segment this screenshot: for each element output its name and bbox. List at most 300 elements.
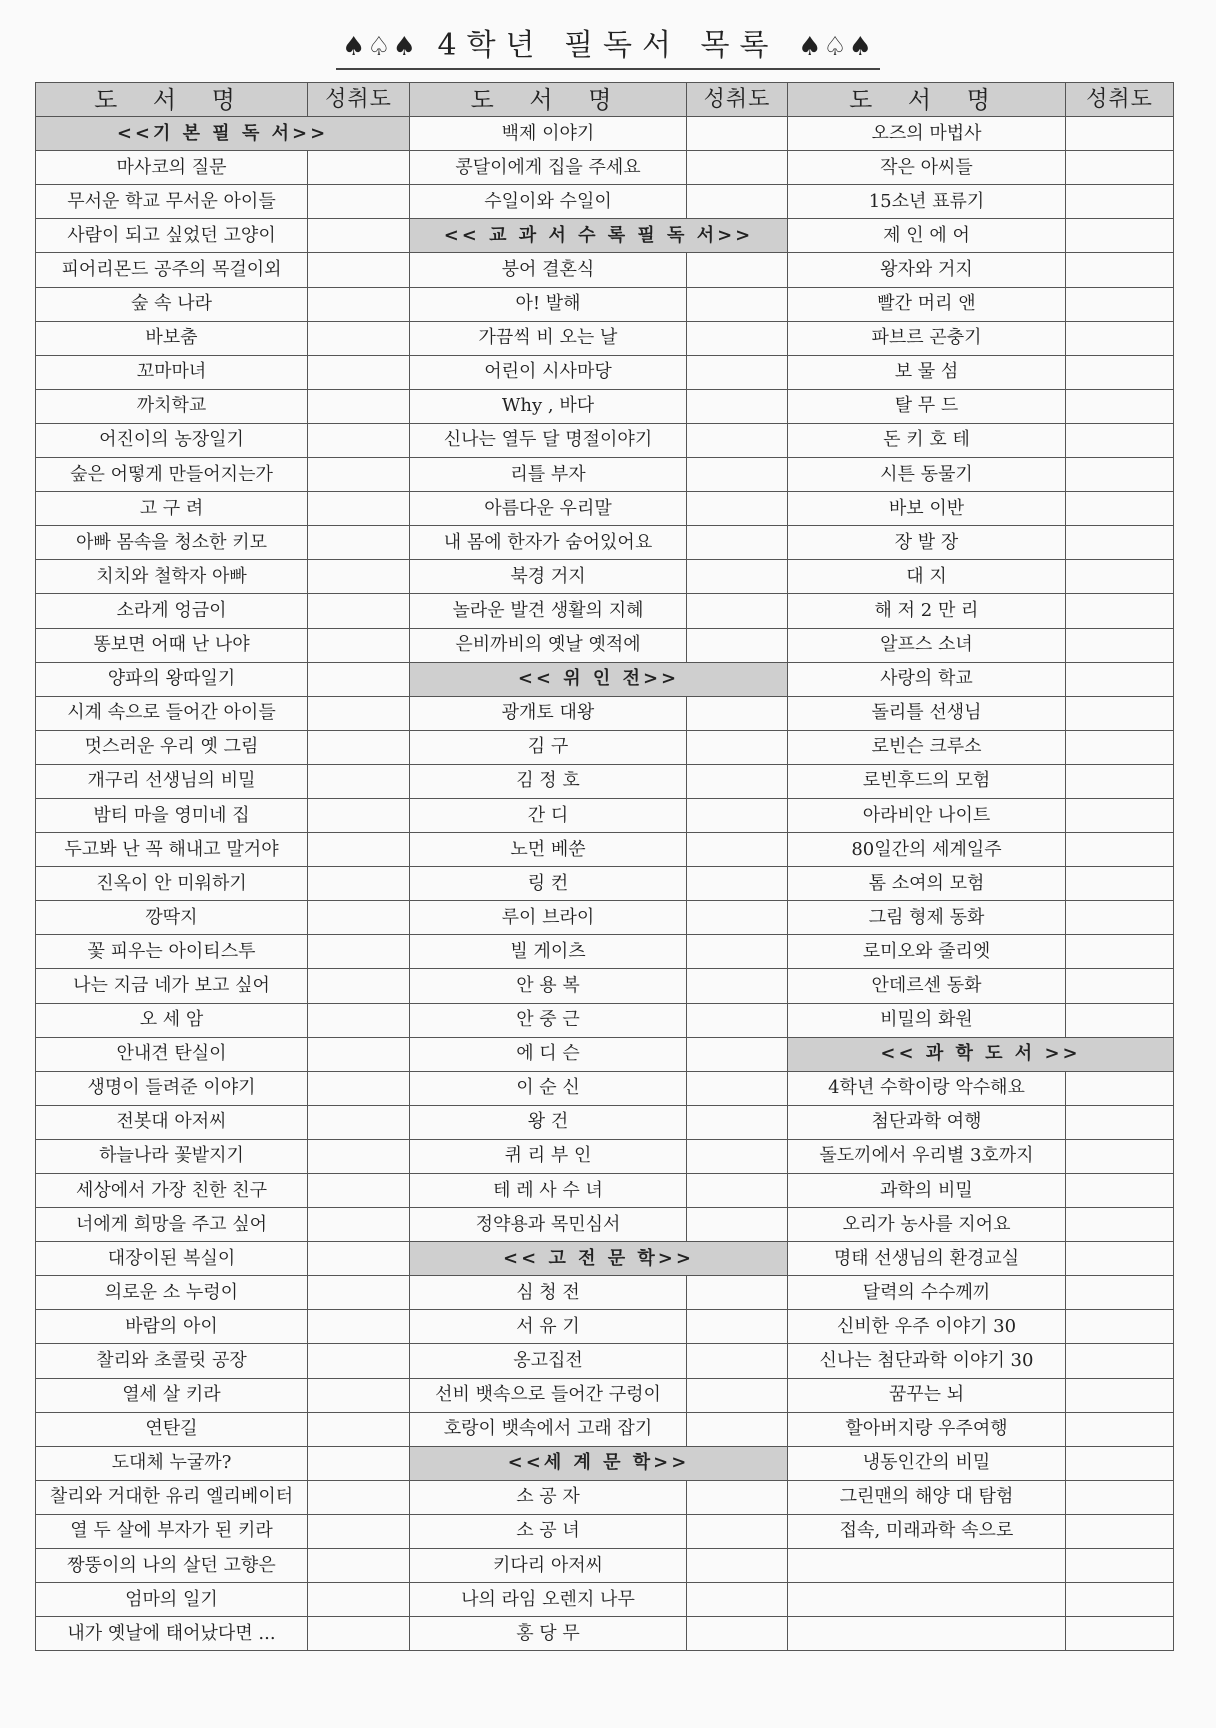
book-title-cell: 옹고집전 <box>410 1344 687 1378</box>
achievement-cell[interactable] <box>1066 798 1174 832</box>
book-title-cell: 돈 키 호 테 <box>788 423 1066 457</box>
book-title-cell: 두고봐 난 꼭 해내고 말거야 <box>36 833 308 867</box>
book-title-cell: 까치학교 <box>36 389 308 423</box>
achievement-cell[interactable] <box>687 1174 788 1208</box>
book-title-cell: 의로운 소 누렁이 <box>36 1276 308 1310</box>
header-achievement-1: 성취도 <box>308 83 410 117</box>
achievement-cell[interactable] <box>308 1549 410 1583</box>
achievement-cell[interactable] <box>687 1310 788 1344</box>
achievement-cell[interactable] <box>1066 935 1174 969</box>
achievement-cell[interactable] <box>687 389 788 423</box>
achievement-cell[interactable] <box>308 355 410 389</box>
book-title-cell: 할아버지랑 우주여행 <box>788 1412 1066 1446</box>
book-title-cell: 엄마의 일기 <box>36 1583 308 1617</box>
header-achievement-3: 성취도 <box>1066 83 1174 117</box>
book-title-cell: 피어리몬드 공주의 목걸이외 <box>36 253 308 287</box>
book-title-cell: 나는 지금 네가 보고 싶어 <box>36 969 308 1003</box>
table-row <box>36 253 1174 287</box>
achievement-cell[interactable] <box>308 1378 410 1412</box>
achievement-cell[interactable] <box>308 1344 410 1378</box>
achievement-cell[interactable] <box>308 492 410 526</box>
book-title-cell: 마사코의 질문 <box>36 151 308 185</box>
achievement-cell[interactable] <box>308 185 410 219</box>
table-row <box>36 1549 1174 1583</box>
book-title-cell: 제 인 에 어 <box>788 219 1066 253</box>
book-title-cell: 치치와 철학자 아빠 <box>36 560 308 594</box>
book-title-cell: 바보춤 <box>36 321 308 355</box>
achievement-cell[interactable] <box>308 321 410 355</box>
achievement-cell[interactable] <box>1066 117 1174 151</box>
book-title-cell <box>788 1549 1066 1583</box>
book-title-cell: 달력의 수수께끼 <box>788 1276 1066 1310</box>
book-title-cell: 왕자와 거지 <box>788 253 1066 287</box>
book-title-cell: 오즈의 마법사 <box>788 117 1066 151</box>
table-row <box>36 389 1174 423</box>
book-title-cell: 사랑의 학교 <box>788 662 1066 696</box>
table-row <box>36 1310 1174 1344</box>
achievement-cell[interactable] <box>308 389 410 423</box>
book-title-cell: 그린맨의 해양 대 탐험 <box>788 1480 1066 1514</box>
achievement-cell[interactable] <box>687 492 788 526</box>
book-title-cell: 밤티 마을 영미네 집 <box>36 798 308 832</box>
achievement-cell[interactable] <box>1066 389 1174 423</box>
book-title-cell: 첨단과학 여행 <box>788 1105 1066 1139</box>
book-title-cell: 작은 아씨들 <box>788 151 1066 185</box>
achievement-cell[interactable] <box>308 1242 410 1276</box>
book-title-cell: 어린이 시사마당 <box>410 355 687 389</box>
achievement-cell[interactable] <box>1066 1617 1174 1651</box>
achievement-cell[interactable] <box>308 798 410 832</box>
achievement-cell[interactable] <box>308 1583 410 1617</box>
book-title-cell: 아! 발해 <box>410 287 687 321</box>
achievement-cell[interactable] <box>687 321 788 355</box>
book-title-cell: 루이 브라이 <box>410 901 687 935</box>
achievement-cell[interactable] <box>687 628 788 662</box>
achievement-cell[interactable] <box>1066 1310 1174 1344</box>
table-row <box>36 1037 1174 1071</box>
book-title-cell: 무서운 학교 무서운 아이들 <box>36 185 308 219</box>
table-row <box>36 628 1174 662</box>
achievement-cell[interactable] <box>1066 1549 1174 1583</box>
book-title-cell: 찰리와 초콜릿 공장 <box>36 1344 308 1378</box>
book-title-cell: 수일이와 수일이 <box>410 185 687 219</box>
table-row <box>36 321 1174 355</box>
achievement-cell[interactable] <box>687 1378 788 1412</box>
achievement-cell[interactable] <box>308 1276 410 1310</box>
achievement-cell[interactable] <box>1066 219 1174 253</box>
achievement-cell[interactable] <box>308 1208 410 1242</box>
book-title-cell <box>788 1583 1066 1617</box>
achievement-cell[interactable] <box>308 1071 410 1105</box>
achievement-cell[interactable] <box>1066 1242 1174 1276</box>
achievement-cell[interactable] <box>308 1412 410 1446</box>
achievement-cell[interactable] <box>1066 287 1174 321</box>
achievement-cell[interactable] <box>687 1037 788 1071</box>
achievement-cell[interactable] <box>1066 1412 1174 1446</box>
book-title-cell: 노먼 베쑨 <box>410 833 687 867</box>
achievement-cell[interactable] <box>308 1174 410 1208</box>
achievement-cell[interactable] <box>308 219 410 253</box>
book-title-cell: 시튼 동물기 <box>788 458 1066 492</box>
achievement-cell[interactable] <box>687 1617 788 1651</box>
achievement-cell[interactable] <box>687 833 788 867</box>
achievement-cell[interactable] <box>687 1105 788 1139</box>
table-row <box>36 1617 1174 1651</box>
achievement-cell[interactable] <box>1066 1480 1174 1514</box>
book-title-cell: 생명이 들려준 이야기 <box>36 1071 308 1105</box>
achievement-cell[interactable] <box>1066 560 1174 594</box>
achievement-cell[interactable] <box>687 1139 788 1173</box>
achievement-cell[interactable] <box>687 1412 788 1446</box>
book-title-cell: 명태 선생님의 환경교실 <box>788 1242 1066 1276</box>
achievement-cell[interactable] <box>1066 594 1174 628</box>
achievement-cell[interactable] <box>1066 696 1174 730</box>
book-title-cell: 냉동인간의 비밀 <box>788 1446 1066 1480</box>
achievement-cell[interactable] <box>1066 833 1174 867</box>
achievement-cell[interactable] <box>1066 1139 1174 1173</box>
book-title-cell: 안 용 복 <box>410 969 687 1003</box>
achievement-cell[interactable] <box>308 696 410 730</box>
book-title-cell: 돌리틀 선생님 <box>788 696 1066 730</box>
header-book-title-2: 도 서 명 <box>410 83 687 117</box>
book-title-cell: 접속, 미래과학 속으로 <box>788 1514 1066 1548</box>
table-row <box>36 1139 1174 1173</box>
table-row <box>36 1105 1174 1139</box>
book-title-cell: 광개토 대왕 <box>410 696 687 730</box>
book-title-cell: 빨간 머리 앤 <box>788 287 1066 321</box>
book-title-cell: 키다리 아저씨 <box>410 1549 687 1583</box>
book-title-cell: 톰 소여의 모험 <box>788 867 1066 901</box>
table-row <box>36 287 1174 321</box>
achievement-cell[interactable] <box>308 458 410 492</box>
book-title-cell: 그림 형제 동화 <box>788 901 1066 935</box>
book-title-cell: 돌도끼에서 우리별 3호까지 <box>788 1139 1066 1173</box>
table-row <box>36 1446 1174 1480</box>
table-row <box>36 935 1174 969</box>
page-title <box>336 20 880 70</box>
achievement-cell[interactable] <box>1066 151 1174 185</box>
book-title-cell: 링 컨 <box>410 867 687 901</box>
achievement-cell[interactable] <box>1066 1344 1174 1378</box>
achievement-cell[interactable] <box>687 458 788 492</box>
table-row <box>36 219 1174 253</box>
achievement-cell[interactable] <box>1066 1583 1174 1617</box>
book-title-cell: 똥보면 어때 난 나야 <box>36 628 308 662</box>
book-title-cell: 찰리와 거대한 유리 엘리베이터 <box>36 1480 308 1514</box>
table-row <box>36 1480 1174 1514</box>
achievement-cell[interactable] <box>687 696 788 730</box>
achievement-cell[interactable] <box>1066 253 1174 287</box>
table-row <box>36 458 1174 492</box>
achievement-cell[interactable] <box>308 560 410 594</box>
achievement-cell[interactable] <box>687 764 788 798</box>
achievement-cell[interactable] <box>308 1139 410 1173</box>
book-title-cell: 오 세 암 <box>36 1003 308 1037</box>
achievement-cell[interactable] <box>1066 423 1174 457</box>
book-title-cell: 하늘나라 꽃밭지기 <box>36 1139 308 1173</box>
book-title-cell: 해 저 2 만 리 <box>788 594 1066 628</box>
section-header: <<세 계 문 학>> <box>410 1446 788 1480</box>
table-row <box>36 1003 1174 1037</box>
section-header: << 과 학 도 서 >> <box>788 1037 1174 1071</box>
book-title-cell: 비밀의 화원 <box>788 1003 1066 1037</box>
book-title-cell: 진옥이 안 미워하기 <box>36 867 308 901</box>
table-row <box>36 1514 1174 1548</box>
achievement-cell[interactable] <box>308 1037 410 1071</box>
achievement-cell[interactable] <box>1066 1105 1174 1139</box>
book-title-cell: 내가 옛날에 태어났다면 ... <box>36 1617 308 1651</box>
achievement-cell[interactable] <box>308 935 410 969</box>
table-row <box>36 1412 1174 1446</box>
book-title-cell: 선비 뱃속으로 들어간 구렁이 <box>410 1378 687 1412</box>
achievement-cell[interactable] <box>308 423 410 457</box>
achievement-cell[interactable] <box>1066 628 1174 662</box>
achievement-cell[interactable] <box>1066 492 1174 526</box>
table-row <box>36 492 1174 526</box>
achievement-cell[interactable] <box>687 185 788 219</box>
achievement-cell[interactable] <box>308 662 410 696</box>
book-title-cell <box>788 1617 1066 1651</box>
achievement-cell[interactable] <box>308 867 410 901</box>
book-title-cell: 4학년 수학이랑 악수해요 <box>788 1071 1066 1105</box>
achievement-cell[interactable] <box>308 1514 410 1548</box>
section-header: << 고 전 문 학>> <box>410 1242 788 1276</box>
book-title-cell: 김 구 <box>410 730 687 764</box>
achievement-cell[interactable] <box>1066 969 1174 1003</box>
achievement-cell[interactable] <box>308 1446 410 1480</box>
achievement-cell[interactable] <box>687 526 788 560</box>
achievement-cell[interactable] <box>687 1344 788 1378</box>
achievement-cell[interactable] <box>308 1480 410 1514</box>
book-title-cell: 로빈후드의 모험 <box>788 764 1066 798</box>
achievement-cell[interactable] <box>687 1276 788 1310</box>
achievement-cell[interactable] <box>308 1105 410 1139</box>
book-title-cell: 빌 게이츠 <box>410 935 687 969</box>
book-title-cell: 80일간의 세계일주 <box>788 833 1066 867</box>
spade-icons-right: ♠♤♠ <box>798 32 874 62</box>
achievement-cell[interactable] <box>687 423 788 457</box>
book-title-cell: 세상에서 가장 친한 친구 <box>36 1174 308 1208</box>
book-title-cell: 내 몸에 한자가 숨어있어요 <box>410 526 687 560</box>
book-title-cell: 양파의 왕따일기 <box>36 662 308 696</box>
achievement-cell[interactable] <box>1066 730 1174 764</box>
table-row <box>36 1583 1174 1617</box>
book-title-cell: 붕어 결혼식 <box>410 253 687 287</box>
table-row <box>36 901 1174 935</box>
table-row <box>36 594 1174 628</box>
book-title-cell: Why , 바다 <box>410 389 687 423</box>
book-title-cell: 꽃 피우는 아이티스투 <box>36 935 308 969</box>
book-title-cell: 이 순 신 <box>410 1071 687 1105</box>
achievement-cell[interactable] <box>687 1514 788 1548</box>
achievement-cell[interactable] <box>687 355 788 389</box>
section-header: << 교 과 서 수 록 필 독 서>> <box>410 219 788 253</box>
book-title-cell: 보 물 섬 <box>788 355 1066 389</box>
book-title-cell: 북경 거지 <box>410 560 687 594</box>
achievement-cell[interactable] <box>1066 1446 1174 1480</box>
achievement-cell[interactable] <box>1066 1514 1174 1548</box>
table-row <box>36 1174 1174 1208</box>
book-title-cell: 나의 라임 오렌지 나무 <box>410 1583 687 1617</box>
book-title-cell: 깡딱지 <box>36 901 308 935</box>
book-title-cell: 안 중 근 <box>410 1003 687 1037</box>
table-row <box>36 1344 1174 1378</box>
table-row <box>36 1378 1174 1412</box>
achievement-cell[interactable] <box>1066 1208 1174 1242</box>
table-row <box>36 833 1174 867</box>
book-title-cell: 소 공 녀 <box>410 1514 687 1548</box>
book-title-cell: 로미오와 줄리엣 <box>788 935 1066 969</box>
book-title-cell: 과학의 비밀 <box>788 1174 1066 1208</box>
achievement-cell[interactable] <box>687 969 788 1003</box>
achievement-cell[interactable] <box>308 1310 410 1344</box>
achievement-cell[interactable] <box>1066 321 1174 355</box>
achievement-cell[interactable] <box>1066 185 1174 219</box>
book-title-cell: 시계 속으로 들어간 아이들 <box>36 696 308 730</box>
reading-list-table <box>35 82 1174 1651</box>
book-title-cell: 멋스러운 우리 옛 그림 <box>36 730 308 764</box>
achievement-cell[interactable] <box>687 867 788 901</box>
achievement-cell[interactable] <box>308 764 410 798</box>
table-row <box>36 526 1174 560</box>
achievement-cell[interactable] <box>308 526 410 560</box>
book-title-cell: 숲 속 나라 <box>36 287 308 321</box>
achievement-cell[interactable] <box>1066 1276 1174 1310</box>
book-title-cell: 너에게 희망을 주고 싶어 <box>36 1208 308 1242</box>
achievement-cell[interactable] <box>687 798 788 832</box>
achievement-cell[interactable] <box>687 117 788 151</box>
achievement-cell[interactable] <box>308 151 410 185</box>
achievement-cell[interactable] <box>308 253 410 287</box>
book-title-cell: 오리가 농사를 지어요 <box>788 1208 1066 1242</box>
book-title-cell: 신나는 열두 달 명절이야기 <box>410 423 687 457</box>
book-title-cell: 에 디 슨 <box>410 1037 687 1071</box>
achievement-cell[interactable] <box>308 730 410 764</box>
achievement-cell[interactable] <box>1066 1378 1174 1412</box>
table-row <box>36 151 1174 185</box>
spade-icons-left: ♠♤♠ <box>342 32 418 62</box>
achievement-cell[interactable] <box>1066 1174 1174 1208</box>
book-title-cell: 은비까비의 옛날 옛적에 <box>410 628 687 662</box>
achievement-cell[interactable] <box>1066 1003 1174 1037</box>
achievement-cell[interactable] <box>1066 355 1174 389</box>
table-row <box>36 423 1174 457</box>
table-row <box>36 730 1174 764</box>
book-title-cell: 알프스 소녀 <box>788 628 1066 662</box>
achievement-cell[interactable] <box>308 594 410 628</box>
book-title-cell: 대 지 <box>788 560 1066 594</box>
achievement-cell[interactable] <box>308 287 410 321</box>
achievement-cell[interactable] <box>687 1003 788 1037</box>
header-book-title-1: 도 서 명 <box>36 83 308 117</box>
book-title-cell: 아라비안 나이트 <box>788 798 1066 832</box>
table-row <box>36 117 1174 151</box>
book-title-cell: 호랑이 뱃속에서 고래 잡기 <box>410 1412 687 1446</box>
book-title-cell: 대장이된 복실이 <box>36 1242 308 1276</box>
book-title-cell: 연탄길 <box>36 1412 308 1446</box>
achievement-cell[interactable] <box>687 253 788 287</box>
title-area <box>0 20 1216 70</box>
book-title-cell: 꼬마마녀 <box>36 355 308 389</box>
book-title-cell: 꿈꾸는 뇌 <box>788 1378 1066 1412</box>
table-row <box>36 185 1174 219</box>
achievement-cell[interactable] <box>687 935 788 969</box>
book-title-cell: 안데르센 동화 <box>788 969 1066 1003</box>
book-title-cell: 어진이의 농장일기 <box>36 423 308 457</box>
book-title-cell: 심 청 전 <box>410 1276 687 1310</box>
achievement-cell[interactable] <box>1066 526 1174 560</box>
table-row <box>36 662 1174 696</box>
table-row <box>36 560 1174 594</box>
book-title-cell: 콩달이에게 집을 주세요 <box>410 151 687 185</box>
achievement-cell[interactable] <box>687 1549 788 1583</box>
book-title-cell: 정약용과 목민심서 <box>410 1208 687 1242</box>
achievement-cell[interactable] <box>687 730 788 764</box>
table-row <box>36 798 1174 832</box>
achievement-cell[interactable] <box>1066 764 1174 798</box>
achievement-cell[interactable] <box>308 901 410 935</box>
achievement-cell[interactable] <box>308 628 410 662</box>
achievement-cell[interactable] <box>687 1480 788 1514</box>
book-title-cell: 전봇대 아저씨 <box>36 1105 308 1139</box>
achievement-cell[interactable] <box>1066 901 1174 935</box>
achievement-cell[interactable] <box>687 1208 788 1242</box>
book-title-cell: 15소년 표류기 <box>788 185 1066 219</box>
book-title-cell: 퀴 리 부 인 <box>410 1139 687 1173</box>
header-achievement-2: 성취도 <box>687 83 788 117</box>
achievement-cell[interactable] <box>308 1003 410 1037</box>
achievement-cell[interactable] <box>687 1583 788 1617</box>
table-row <box>36 1276 1174 1310</box>
book-title-cell: 테 레 사 수 녀 <box>410 1174 687 1208</box>
book-title-cell: 신나는 첨단과학 이야기 30 <box>788 1344 1066 1378</box>
table-row <box>36 1242 1174 1276</box>
table-row <box>36 969 1174 1003</box>
book-title-cell: 아름다운 우리말 <box>410 492 687 526</box>
table-row <box>36 696 1174 730</box>
achievement-cell[interactable] <box>1066 458 1174 492</box>
header-book-title-3: 도 서 명 <box>788 83 1066 117</box>
achievement-cell[interactable] <box>1066 867 1174 901</box>
book-title-cell: 바보 이반 <box>788 492 1066 526</box>
book-title-cell: 안내견 탄실이 <box>36 1037 308 1071</box>
table-row <box>36 867 1174 901</box>
book-title-cell: 리틀 부자 <box>410 458 687 492</box>
achievement-cell[interactable] <box>308 969 410 1003</box>
book-title-cell: 열 두 살에 부자가 된 키라 <box>36 1514 308 1548</box>
achievement-cell[interactable] <box>687 1071 788 1105</box>
achievement-cell[interactable] <box>687 151 788 185</box>
book-title-cell: 간 디 <box>410 798 687 832</box>
achievement-cell[interactable] <box>687 287 788 321</box>
achievement-cell[interactable] <box>1066 1071 1174 1105</box>
achievement-cell[interactable] <box>308 1617 410 1651</box>
book-title-cell: 신비한 우주 이야기 30 <box>788 1310 1066 1344</box>
book-title-cell: 소 공 자 <box>410 1480 687 1514</box>
book-title-cell: 짱뚱이의 나의 살던 고향은 <box>36 1549 308 1583</box>
achievement-cell[interactable] <box>308 833 410 867</box>
achievement-cell[interactable] <box>1066 662 1174 696</box>
table-row <box>36 1208 1174 1242</box>
achievement-cell[interactable] <box>687 560 788 594</box>
book-title-cell: 백제 이야기 <box>410 117 687 151</box>
achievement-cell[interactable] <box>687 901 788 935</box>
achievement-cell[interactable] <box>687 594 788 628</box>
book-title-cell: 김 정 호 <box>410 764 687 798</box>
book-title-cell: 홍 당 무 <box>410 1617 687 1651</box>
book-title-cell: 소라게 엉금이 <box>36 594 308 628</box>
section-header: << 위 인 전>> <box>410 662 788 696</box>
